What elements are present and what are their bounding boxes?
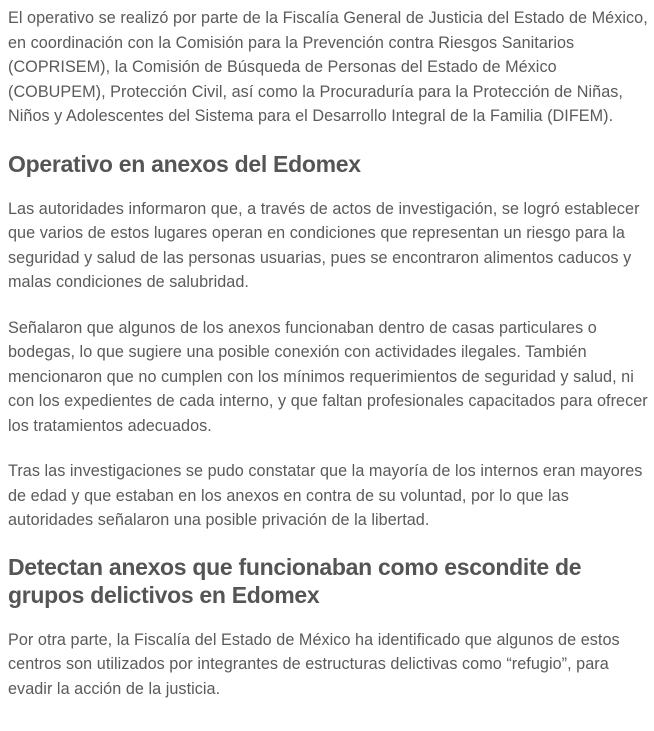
paragraph-operativo-intro: El operativo se realizó por parte de la Fiscalía General de Justicia del Estado de México, en coordinación con la Comisión para la Prevención contra Riesgos Sanitarios (COPRISEM), la Comisión de Búsqueda de Personas del Estado de México (COBUPEM), Protección Civil, así como la Procuraduría para la Protección de Niñas, Niños y Adolescentes del Sistema para el Desarrollo Integral de la Familia (DIFEM). [8, 9, 648, 125]
paragraph-senalaron: Señalaron que algunos de los anexos funcionaban dentro de casas particulares o bodegas, lo que sugiere una posible conexión con actividades ilegales. También mencionaron que no cumplen con los mínimos requerimientos de seguridad y salud, ni con los expedientes de cada interno, y que faltan profesionales capacitados para ofrecer los tratamientos adecuados. [8, 318, 648, 435]
paragraph-fiscalia-refugio: Por otra parte, la Fiscalía del Estado de México ha identificado que algunos de estos centros son utilizados por integrantes de estructuras delictivas como “refugio”, para evadir la acción de la justicia. [8, 630, 620, 698]
article-body [8, 6, 648, 701]
paragraph-investigaciones: Tras las investigaciones se pudo constatar que la mayoría de los internos eran mayores de edad y que estaban en los anexos en contra de su voluntad, por lo que las autoridades señalaron una posible privación de la libertad. [8, 462, 643, 529]
paragraph-autoridades-informaron: Las autoridades informaron que, a través de actos de investigación, se logró establecer que varios de estos lugares operan en condiciones que representan un riesgo para la seguridad y salud de las personas usuarias, pues se encontraron alimentos caducos y malas condiciones de salubridad. [8, 199, 640, 291]
heading-detectan-anexos: Detectan anexos que funcionaban como escondite de grupos delictivos en Edomex [8, 553, 582, 608]
heading-operativo-anexos: Operativo en anexos del Edomex [8, 150, 361, 177]
